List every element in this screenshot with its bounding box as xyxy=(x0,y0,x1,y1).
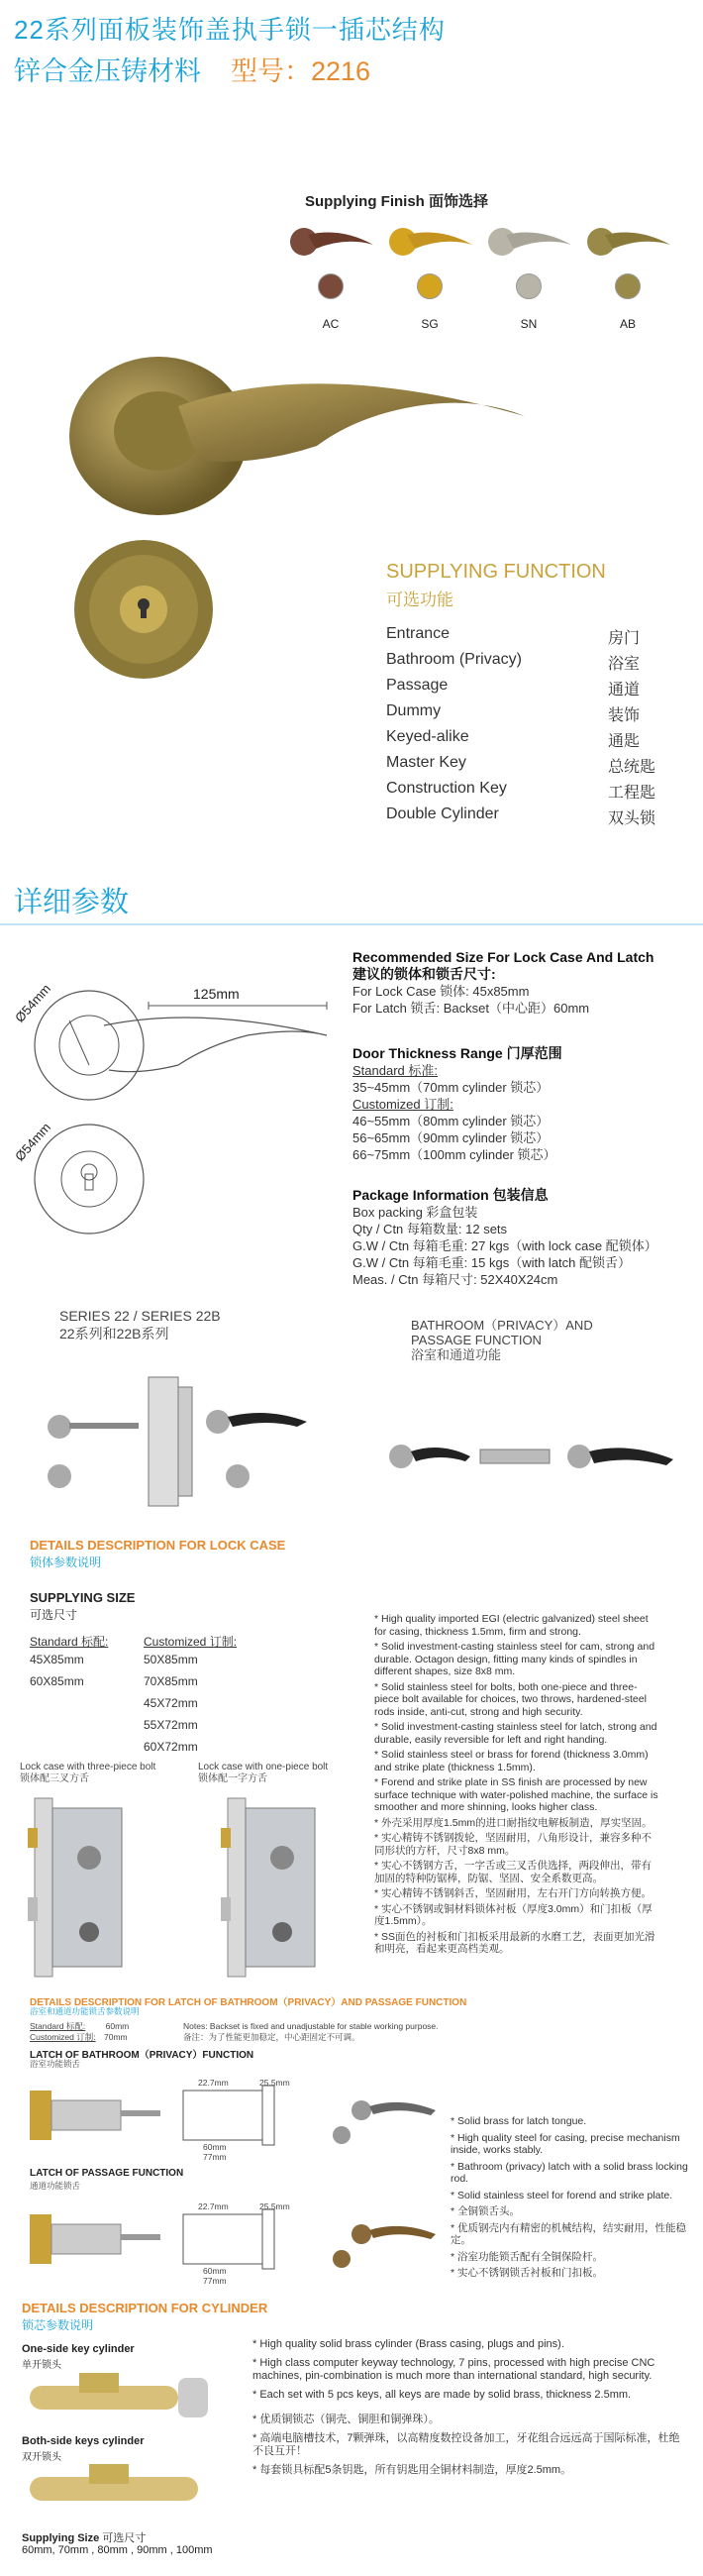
material-text: 锌合金压铸材料 xyxy=(14,56,201,86)
custom-col-head: Customized 订制: xyxy=(144,1635,238,1649)
exploded-view-latch xyxy=(381,1412,678,1501)
case1-caption: Lock case with three-piece bolt 锁体配三叉方舌 xyxy=(20,1762,156,1784)
finish-item-ab xyxy=(579,223,676,331)
length-label: 125mm xyxy=(193,986,240,1002)
exploded-view-lock-case xyxy=(30,1367,317,1516)
series-left-en: SERIES 22 / SERIES 22B xyxy=(59,1308,221,1324)
lock-case-bullets: * High quality imported EGI (electric galvanized) steel sheet for casing, thickness 1.5mm, firm and strong. * Solid investment-casting stainless steel for cam, strong and durable. Octagon design, fitting many kinds of spindles in different shapes, size 8x8 mm. * Solid stainless steel for bolts, both one-piece and three-piece bolt available for choices, two throws, hardened-steel rods inside, anti-cut, strong and high security. * Solid investment-casting stainless steel for latch, strong and durable, easily reversible for left and right handing. * Solid stainless steel or brass for forend (thickness 3.0mm) and strike plate (thickness 1.5mm). * Forend and strike plate in SS finish are processed by new surface technique with water-polished machine, the surface is smoother and more shinning, looks higher class. * 外壳采用厚度1.5mm的进口耐指纹电解板制造，厚实坚固。 * 实心精铸不锈钢拨轮，坚固耐用，八角形设计，兼容多种不同形状的方杆，尺寸8x8 mm。 * 实心不锈钢方舌，一字舌或三叉舌供选择，两段伸出，带有加固的特种防锯棒，防锯、坚固、安全系数更高。 * 实心精铸不锈钢斜舌，坚固耐用，左右开门方向转换方便。 * 实心不锈钢或铜材料锁体衬板（厚度3.0mm）和门扣板（厚度1.5mm）。 * SS面色的衬板和门扣板采用最新的水磨工艺，表面更加光滑和明亮，看起来更高档美观。 xyxy=(374,1613,658,1955)
bath-latch-images xyxy=(25,2071,441,2160)
function-row: Bathroom (Privacy) 浴室 xyxy=(386,651,641,673)
details-heading: 详细参数 xyxy=(14,887,130,918)
recommended-title-cn: 建议的锁体和锁舌尺寸: xyxy=(352,966,496,982)
standard-label: Standard 标准: xyxy=(352,1063,438,1078)
door-thickness-block xyxy=(352,1045,699,1163)
lock-case-subtitle: 锁体参数说明 xyxy=(30,1556,102,1569)
function-row: Double Cylinder 双头锁 xyxy=(386,805,656,827)
function-row: Passage 通道 xyxy=(386,677,641,698)
package-line: Box packing 彩盒包装 xyxy=(352,1205,478,1220)
page-title: 22系列面板装饰盖执手锁一插芯结构 xyxy=(14,15,446,45)
door-thickness-title: Door Thickness Range 门厚范围 xyxy=(352,1045,562,1061)
custom-values: 50X85mm 70X85mm 45X72mm 55X72mm 60X72mm xyxy=(144,1653,198,1754)
size-title: SUPPLYING SIZE xyxy=(30,1590,136,1605)
finish-item-sg xyxy=(381,223,478,331)
rose-icon xyxy=(615,273,641,299)
bath-latch-title: LATCH OF BATHROOM（PRIVACY）FUNCTION xyxy=(30,2050,254,2061)
package-title: Package Information 包装信息 xyxy=(352,1187,549,1203)
dim-label: 77mm xyxy=(203,2152,227,2162)
cylinder-bullets: * High quality solid brass cylinder (Brass casing, plugs and pins). * High class computer keyway technology, 7 pins, processed with high precise CNC machines, pin-combination is much more than international standard, high security. * Each set with 5 pcs keys, all keys are made by solid brass, thickness 2.5mm. * 优质铜锁芯（铜壳、铜胆和铜弹珠）。 * 高端电脑槽技术，7颗弹珠，以高精度数控设备加工，牙花组合远远高于国际标准，杜绝不良互开！ * 每套锁具标配5条钥匙，所有钥匙用全铜材料制造，厚度2.5mm。 xyxy=(252,2338,680,2476)
dim-label: 22.7mm xyxy=(198,2201,229,2211)
bath-latch-sub: 浴室功能锁舌 xyxy=(30,2059,81,2069)
finish-code: AB xyxy=(619,317,636,331)
standard-col-head: Standard 标配: xyxy=(30,1635,109,1649)
supplying-function-subtitle: 可选功能 xyxy=(386,590,453,609)
customized-value: 66~75mm（100mm cylinder 锁芯） xyxy=(352,1147,556,1162)
both-side-label: Both-side keys cylinder xyxy=(22,2435,145,2447)
lock-case-images xyxy=(20,1788,356,1986)
diameter-label-1: Ø54mm xyxy=(12,981,54,1025)
recommended-size-block xyxy=(352,949,699,1017)
dim-label: 60mm xyxy=(203,2142,227,2152)
lever-icon xyxy=(484,223,573,261)
finish-code: SG xyxy=(421,317,439,331)
customized-label: Customized 订制: xyxy=(352,1097,453,1112)
pass-latch-sub: 通道功能锁舌 xyxy=(30,2181,81,2191)
finish-code: SN xyxy=(520,317,538,331)
dim-label: 25.5mm xyxy=(259,2078,290,2088)
series-right xyxy=(411,1318,593,1362)
package-line: Meas. / Ctn 每箱尺寸: 52X40X24cm xyxy=(352,1272,558,1287)
package-line: G.W / Ctn 每箱毛重: 27 kgs（with lock case 配锁体） xyxy=(352,1238,657,1253)
finish-item-sn xyxy=(480,223,577,331)
package-block xyxy=(352,1187,699,1288)
case2-caption: Lock case with one-piece bolt 锁体配一字方舌 xyxy=(198,1762,329,1784)
rose-icon xyxy=(516,273,542,299)
lock-case-title: DETAILS DESCRIPTION FOR LOCK CASE xyxy=(30,1538,286,1553)
finish-code: AC xyxy=(322,317,340,331)
one-side-label-cn: 单开锁头 xyxy=(22,2360,61,2371)
rose-icon xyxy=(417,273,443,299)
standard-value: 35~45mm（70mm cylinder 锁芯） xyxy=(352,1080,550,1095)
latch-bullets: * Solid brass for latch tongue. * High quality steel for casing, precise mechanism inside, works stably. * Bathroom (privacy) latch with a solid brass locking rod. * Solid stainless steel for forend and strike plate. * 全铜锁舌头。 * 优质钢壳内有精密的机械结构，结实耐用，性能稳定。 * 浴室功能锁舌配有全铜保险杆。 * 实心不锈钢锁舌衬板和门扣板。 xyxy=(451,2115,688,2279)
series-left xyxy=(59,1308,221,1343)
cylinder-title: DETAILS DESCRIPTION FOR CYLINDER xyxy=(22,2301,268,2315)
dim-label: 77mm xyxy=(203,2276,227,2286)
function-row: Dummy 装饰 xyxy=(386,702,641,724)
series-right-cn: 浴室和通道功能 xyxy=(411,1347,502,1362)
pass-latch-title: LATCH OF PASSAGE FUNCTION xyxy=(30,2168,184,2179)
customized-value: 56~65mm（90mm cylinder 锁芯） xyxy=(352,1130,550,1145)
function-row: Keyed-alike 通匙 xyxy=(386,728,641,750)
standard-values: 45X85mm 60X85mm xyxy=(30,1653,84,1688)
package-line: Qty / Ctn 每箱数量: 12 sets xyxy=(352,1222,508,1236)
page-subtitle xyxy=(14,50,370,88)
dim-label: 22.7mm xyxy=(198,2078,229,2088)
supplying-size-label: Supplying Size 可选尺寸 xyxy=(22,2532,147,2544)
both-side-cylinder-image xyxy=(20,2459,218,2519)
one-side-label: One-side key cylinder xyxy=(22,2343,135,2355)
recommended-title: Recommended Size For Lock Case And Latch xyxy=(352,949,654,965)
pass-latch-images xyxy=(25,2195,441,2284)
package-line: G.W / Ctn 每箱毛重: 15 kgs（with latch 配锁舌） xyxy=(352,1255,631,1270)
latch-note: Notes: Backset is fixed and unadjustable for stable working purpose. 备注：为了性能更加稳定，中心距固定不可调。 xyxy=(183,2021,439,2042)
cylinder-subtitle: 锁芯参数说明 xyxy=(22,2318,94,2332)
recommended-line: For Lock Case 锁体: 45x85mm xyxy=(352,984,530,999)
function-row: Master Key 总统匙 xyxy=(386,754,656,776)
size-subtitle: 可选尺寸 xyxy=(30,1608,78,1622)
latch-standard: Standard 标配: 60mm Customized 订制: 70mm xyxy=(30,2021,130,2042)
dim-label: 60mm xyxy=(203,2266,227,2276)
dimension-drawing xyxy=(10,966,337,1263)
lever-icon xyxy=(286,223,375,261)
function-row: Construction Key 工程匙 xyxy=(386,780,656,802)
finish-list xyxy=(282,223,698,342)
series-right-en: PASSAGE FUNCTION xyxy=(411,1333,542,1347)
latch-subtitle: 浴室和通道功能锁舌参数说明 xyxy=(30,2006,140,2016)
model-number: 2216 xyxy=(311,56,371,86)
function-row: Entrance 房门 xyxy=(386,625,641,647)
series-left-cn: 22系列和22B系列 xyxy=(59,1326,169,1342)
rose-icon xyxy=(318,273,344,299)
diameter-label-2: Ø54mm xyxy=(12,1120,54,1164)
lever-icon xyxy=(385,223,474,261)
cylinder-rose-image xyxy=(69,535,218,684)
latch-title: DETAILS DESCRIPTION FOR LATCH OF BATHROOM（PRIVACY）AND PASSAGE FUNCTION xyxy=(30,1997,467,2008)
lever-icon xyxy=(583,223,672,261)
recommended-line: For Latch 锁舌: Backset（中心距）60mm xyxy=(352,1001,590,1016)
finish-title: Supplying Finish 面饰选择 xyxy=(305,193,488,210)
heading-divider xyxy=(0,923,703,925)
main-lever-image xyxy=(59,337,535,525)
dim-label: 25.5mm xyxy=(259,2201,290,2211)
series-right-en: BATHROOM（PRIVACY）AND xyxy=(411,1318,593,1333)
both-side-label-cn: 双开锁头 xyxy=(22,2452,61,2463)
supplying-size-values: 60mm, 70mm , 80mm , 90mm , 100mm xyxy=(22,2544,213,2556)
finish-item-ac xyxy=(282,223,379,331)
customized-value: 46~55mm（80mm cylinder 锁芯） xyxy=(352,1114,550,1128)
supplying-function-title: SUPPLYING FUNCTION xyxy=(386,561,606,583)
one-side-cylinder-image xyxy=(20,2368,218,2427)
model-label: 型号： xyxy=(231,56,311,86)
